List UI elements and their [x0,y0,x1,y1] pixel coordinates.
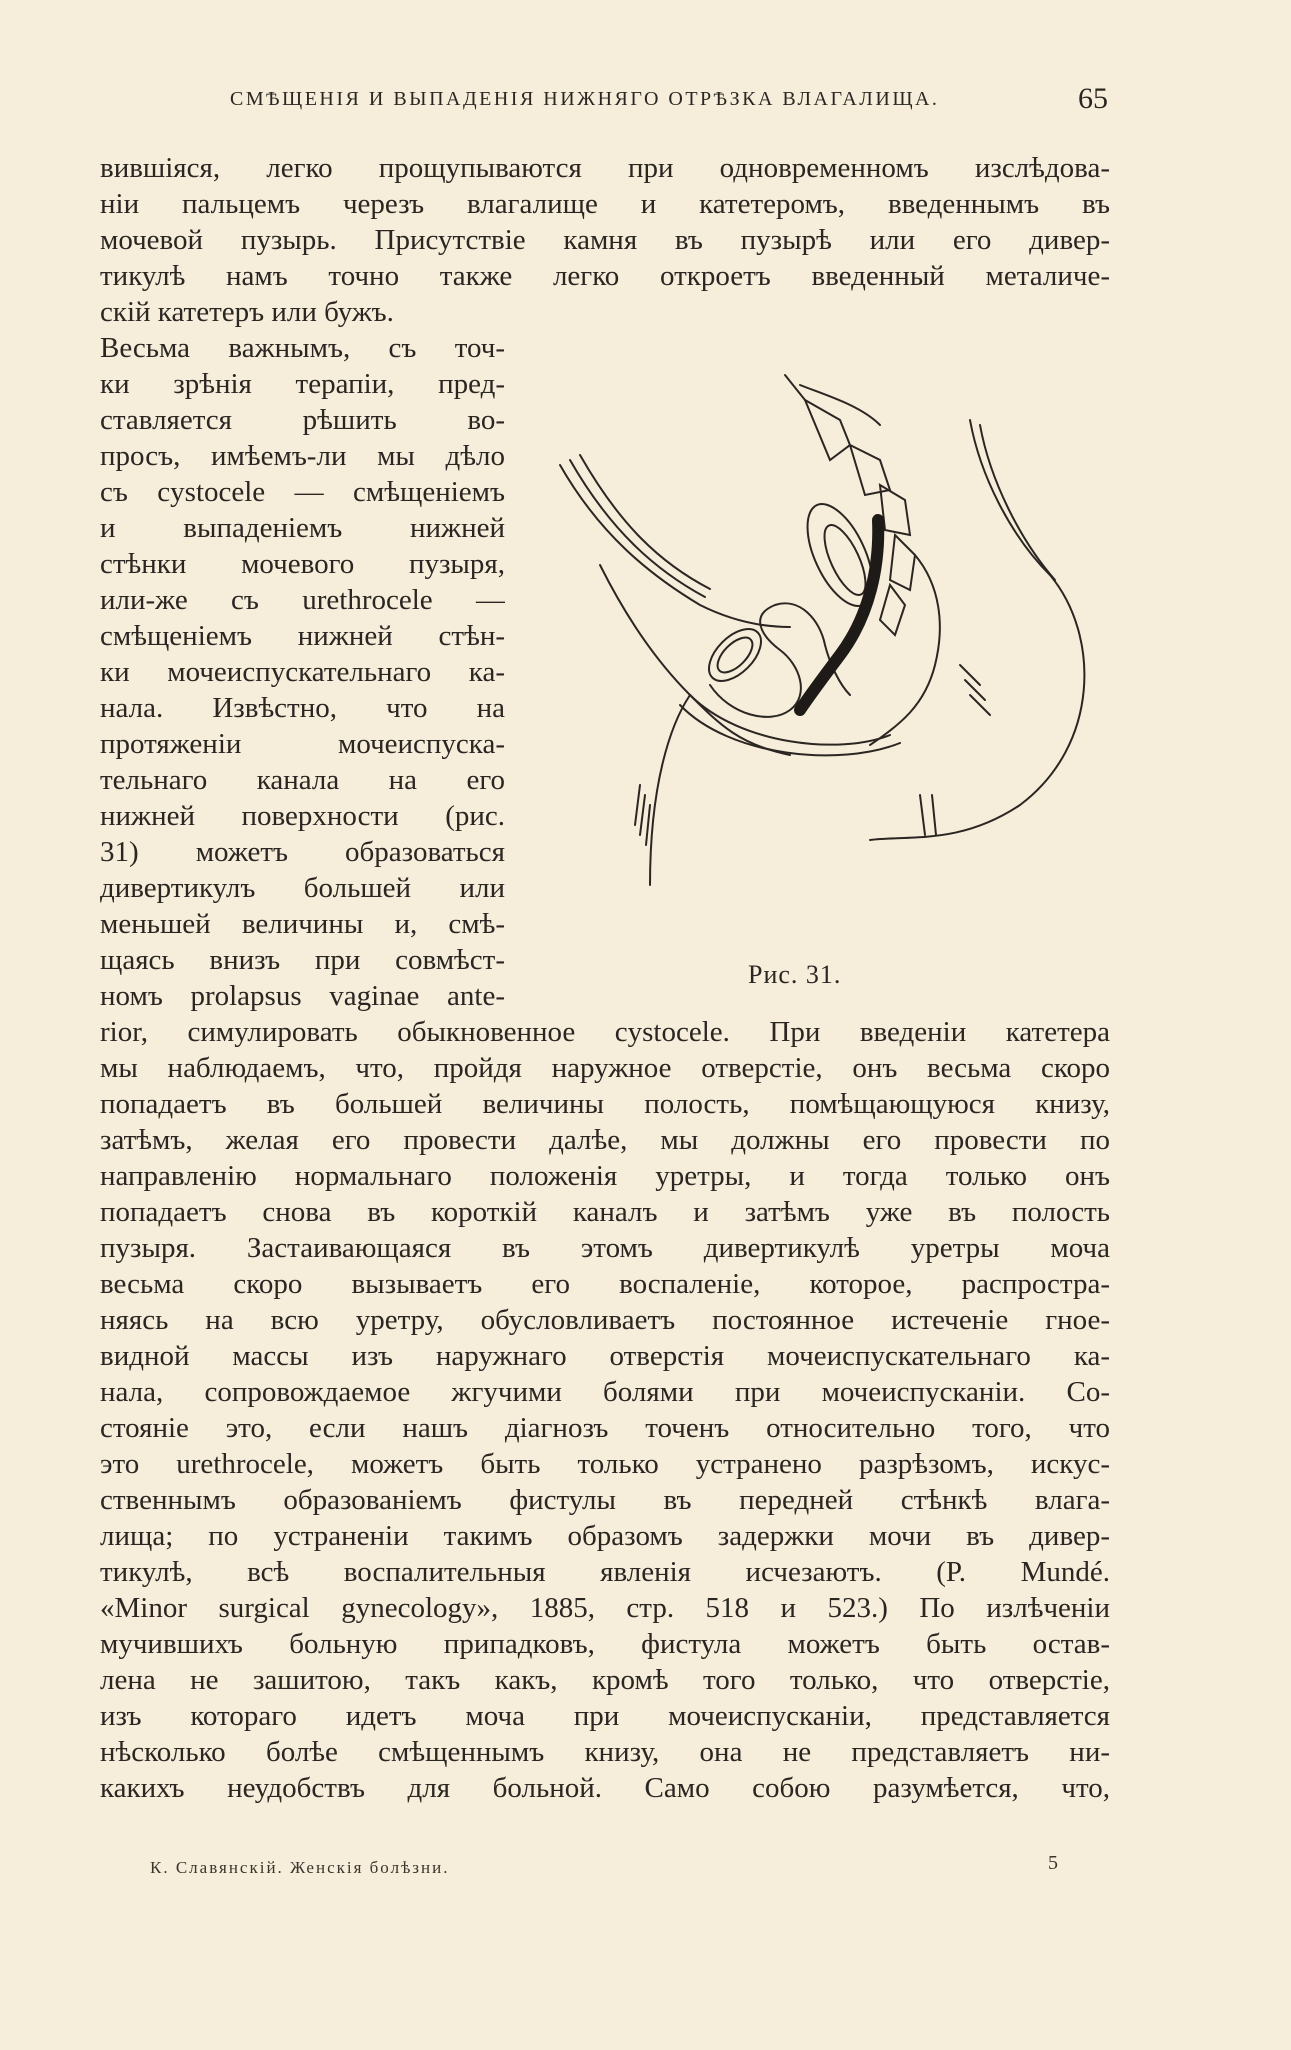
running-head: СМѢЩЕНІЯ И ВЫПАДЕНІЯ НИЖНЯГО ОТРѢЗКА ВЛАГАЛИЩА. [230,88,940,110]
text-line: стѣнки мочевого пузыря, [100,548,505,580]
text-line: съ cystocele — смѣщеніемъ [100,476,505,508]
text-line: или-же съ urethrocele — [100,584,505,616]
text-line: няясь на всю уретру, обусловливаетъ постоянное истеченіе гное- [100,1304,1110,1336]
signature-mark: 5 [1048,1852,1058,1874]
text-line: ніи пальцемъ черезъ влагалище и катетеромъ, введеннымъ въ [100,188,1110,220]
text-line: ки мочеиспускательнаго ка- [100,656,505,688]
text-line: затѣмъ, желая его провести далѣе, мы должны его провести по [100,1124,1110,1156]
page-header [200,80,1120,120]
text-line: тикулѣ намъ точно также легко откроетъ введенный металиче- [100,260,1110,292]
text-line: мы наблюдаемъ, что, пройдя наружное отверстіе, онъ весьма скоро [100,1052,1110,1084]
anatomy-illustration [540,365,1120,945]
text-line: лена не зашитою, такъ какъ, кромѣ того только, что отверстіе, [100,1664,1110,1696]
text-line: смѣщеніемъ нижней стѣн- [100,620,505,652]
text-line: Весьма важнымъ, съ точ- [100,332,505,364]
text-line: и выпаденіемъ нижней [100,512,505,544]
text-line: мучившихъ больную припадковъ, фистула можетъ быть остав- [100,1628,1110,1660]
text-line: направленію нормальнаго положенія уретры, и тогда только онъ [100,1160,1110,1192]
text-line: нѣсколько болѣе смѣщеннымъ книзу, она не представляетъ ни- [100,1736,1110,1768]
footer-signature: К. Славянскій. Женскія болѣзни. [150,1858,450,1877]
text-line: ки зрѣнія терапіи, пред- [100,368,505,400]
text-line: нала. Извѣстно, что на [100,692,505,724]
text-line: нижней поверхности (рис. [100,800,505,832]
text-line: ственнымъ образованіемъ фистулы въ передней стѣнкѣ влага- [100,1484,1110,1516]
text-line: вившіяся, легко прощупываются при одновременномъ изслѣдова- [100,152,1110,184]
text-line: какихъ неудобствъ для больной. Само собою разумѣется, что, [100,1772,1110,1804]
text-line: изъ котораго идетъ моча при мочеиспусканіи, представляется [100,1700,1110,1732]
text-line: номъ prolapsus vaginae ante- [100,980,505,1012]
page-number: 65 [1078,82,1108,115]
text-line: мочевой пузырь. Присутствіе камня въ пузырѣ или его дивер- [100,224,1110,256]
text-line: протяженіи мочеиспуска- [100,728,505,760]
text-line: скій катетеръ или бужъ. [100,296,394,328]
text-line: видной массы изъ наружнаго отверстія мочеиспускательнаго ка- [100,1340,1110,1372]
text-line: ставляется рѣшить во- [100,404,505,436]
text-line: лища; по устраненіи такимъ образомъ задержки мочи въ дивер- [100,1520,1110,1552]
figure-31 [540,365,1120,945]
text-line: попадаетъ въ большей величины полость, помѣщающуюся книзу, [100,1088,1110,1120]
text-line: пузыря. Застаивающаяся въ этомъ дивертикулѣ уретры моча [100,1232,1110,1264]
text-line: тельнаго канала на его [100,764,505,796]
text-line: это urethrocele, можетъ быть только устранено разрѣзомъ, искус- [100,1448,1110,1480]
text-line: весьма скоро вызываетъ его воспаленіе, которое, распростра- [100,1268,1110,1300]
text-line: rior, симулировать обыкновенное cystocele. При введеніи катетера [100,1016,1110,1048]
text-line: 31) можетъ образоваться [100,836,505,868]
text-line: тикулѣ, всѣ воспалительныя явленія исчезаютъ. (P. Mundé. [100,1556,1110,1588]
figure-caption: Рис. 31. [748,960,842,989]
text-line: просъ, имѣемъ-ли мы дѣло [100,440,505,472]
text-line: дивертикулъ большей или [100,872,505,904]
text-line: нала, сопровождаемое жгучими болями при мочеиспусканіи. Со- [100,1376,1110,1408]
text-line: попадаетъ снова въ короткій каналъ и затѣмъ уже въ полость [100,1196,1110,1228]
text-line: щаясь внизъ при совмѣст- [100,944,505,976]
text-line: «Minor surgical gynecology», 1885, стр. 518 и 523.) По излѣченіи [100,1592,1110,1624]
text-line: меньшей величины и, смѣ- [100,908,505,940]
text-line: стояніе это, если нашъ діагнозъ точенъ относительно того, что [100,1412,1110,1444]
